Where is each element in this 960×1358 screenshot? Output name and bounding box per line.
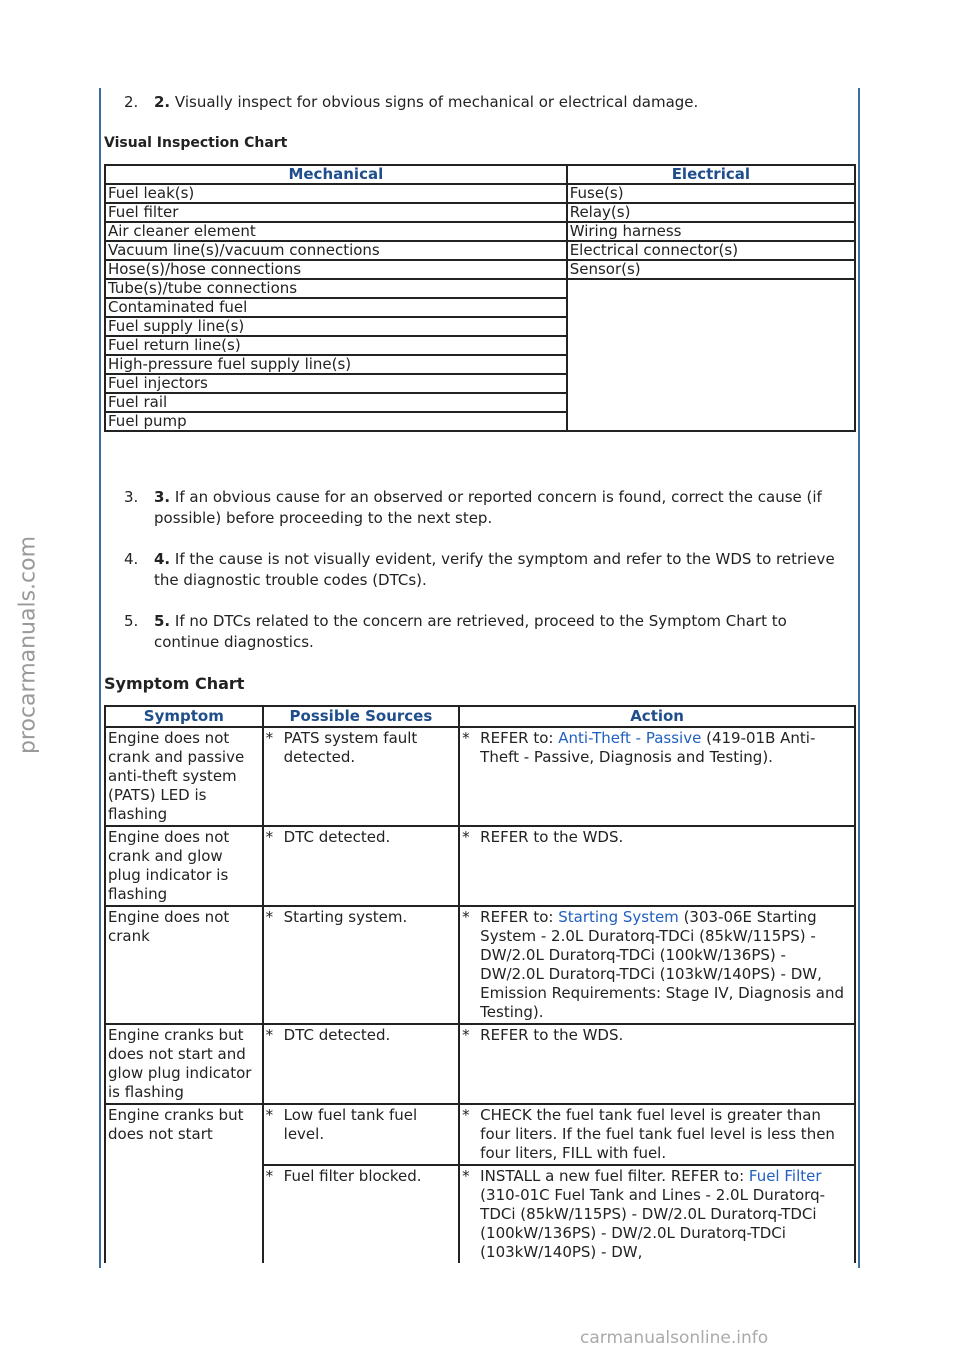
- anti-theft-link[interactable]: Anti-Theft - Passive: [558, 729, 702, 747]
- step-number: 2.: [124, 93, 139, 111]
- mechanical-item: Vacuum line(s)/vacuum connections: [105, 241, 567, 260]
- step-2: [104, 92, 856, 114]
- table-row: [105, 1024, 855, 1104]
- visual-inspection-table: [104, 164, 856, 432]
- action-cell: * INSTALL a new fuel filter. REFER to: Fuel Filter (310-01C Fuel Tank and Lines - 2.0L Duratorq-TDCi (85kW/115PS) - DW/2.0L Duratorq-TDCi (100kW/136PS) - DW/2.0L Duratorq-TDCi (103kW/140PS) - DW,: [459, 1165, 855, 1263]
- step-number: 4.: [124, 550, 139, 568]
- action-cell: * REFER to the WDS.: [459, 1024, 855, 1104]
- source-cell: * Low fuel tank fuel level.: [263, 1104, 460, 1165]
- step-5: [104, 611, 856, 655]
- electrical-item: Electrical connector(s): [567, 241, 855, 260]
- mechanical-item: Hose(s)/hose connections: [105, 260, 567, 279]
- mechanical-item: Fuel injectors: [105, 374, 567, 393]
- step-4: [104, 549, 856, 593]
- mechanical-item: Fuel filter: [105, 203, 567, 222]
- electrical-item: Sensor(s): [567, 260, 855, 279]
- header-mechanical: Mechanical: [105, 165, 567, 184]
- mechanical-item: Air cleaner element: [105, 222, 567, 241]
- starting-system-link[interactable]: Starting System: [558, 908, 679, 926]
- fuel-filter-link[interactable]: Fuel Filter: [748, 1167, 822, 1185]
- electrical-item: Relay(s): [567, 203, 855, 222]
- step-number: 3.: [124, 488, 139, 506]
- symptom-chart-title: Symptom Chart: [104, 674, 245, 693]
- action-cell: * REFER to: Anti-Theft - Passive (419-01B Anti-Theft - Passive, Diagnosis and Testing).: [459, 727, 855, 826]
- electrical-item: Fuse(s): [567, 184, 855, 203]
- table-row: [105, 826, 855, 906]
- step-number: 5.: [124, 612, 139, 630]
- step-text: 2. Visually inspect for obvious signs of mechanical or electrical damage.: [154, 93, 699, 111]
- electrical-item: Wiring harness: [567, 222, 855, 241]
- action-cell: * REFER to the WDS.: [459, 826, 855, 906]
- mechanical-item: High-pressure fuel supply line(s): [105, 355, 567, 374]
- table-row: [105, 1104, 855, 1165]
- symptom-cell: Engine does not crank and passive anti-theft system (PATS) LED is flashing: [105, 727, 263, 826]
- action-cell: * REFER to: Starting System (303-06E Starting System - 2.0L Duratorq-TDCi (85kW/115PS) - DW/2.0L Duratorq-TDCi (100kW/136PS) - DW/2.0L Duratorq-TDCi (103kW/140PS) - DW, Emission Requirements: Stage IV, Diagnosis and Testing).: [459, 906, 855, 1024]
- source-cell: * PATS system fault detected.: [263, 727, 460, 826]
- action-cell: * CHECK the fuel tank fuel level is greater than four liters. If the fuel tank fuel level is less then four liters, FILL with fuel.: [459, 1104, 855, 1165]
- symptom-table: [104, 705, 856, 1263]
- visual-inspection-title: Visual Inspection Chart: [104, 135, 288, 151]
- mechanical-item: Fuel leak(s): [105, 184, 567, 203]
- source-cell: * DTC detected.: [263, 826, 460, 906]
- mechanical-item: Tube(s)/tube connections: [105, 279, 567, 298]
- source-cell: * Starting system.: [263, 906, 460, 1024]
- step-3: [104, 487, 856, 531]
- header-action: Action: [459, 706, 855, 727]
- symptom-cell: Engine does not crank and glow plug indicator is flashing: [105, 826, 263, 906]
- right-margin-line: [858, 88, 860, 1268]
- mechanical-item: Contaminated fuel: [105, 298, 567, 317]
- table-row: [105, 727, 855, 826]
- step-text: 3. If an obvious cause for an observed or reported concern is found, correct the cause (if possible) before proceeding to the next step.: [154, 488, 822, 527]
- footer-watermark: carmanualsonline.info: [580, 1328, 769, 1348]
- electrical-empty: [567, 279, 855, 431]
- step-text: 4. If the cause is not visually evident, verify the symptom and refer to the WDS to retrieve the diagnostic trouble codes (DTCs).: [154, 550, 835, 589]
- symptom-cell: Engine does not crank: [105, 906, 263, 1024]
- symptom-cell: Engine cranks but does not start: [105, 1104, 263, 1263]
- header-possible-sources: Possible Sources: [263, 706, 460, 727]
- mechanical-item: Fuel supply line(s): [105, 317, 567, 336]
- header-symptom: Symptom: [105, 706, 263, 727]
- table-row: [105, 906, 855, 1024]
- mechanical-item: Fuel rail: [105, 393, 567, 412]
- side-watermark: procarmanuals.com: [15, 535, 41, 755]
- source-cell: * Fuel filter blocked.: [263, 1165, 460, 1263]
- left-margin-line: [99, 88, 101, 1268]
- mechanical-item: Fuel return line(s): [105, 336, 567, 355]
- step-text: 5. If no DTCs related to the concern are retrieved, proceed to the Symptom Chart to continue diagnostics.: [154, 612, 787, 651]
- mechanical-item: Fuel pump: [105, 412, 567, 431]
- header-electrical: Electrical: [567, 165, 855, 184]
- source-cell: * DTC detected.: [263, 1024, 460, 1104]
- symptom-cell: Engine cranks but does not start and glow plug indicator is flashing: [105, 1024, 263, 1104]
